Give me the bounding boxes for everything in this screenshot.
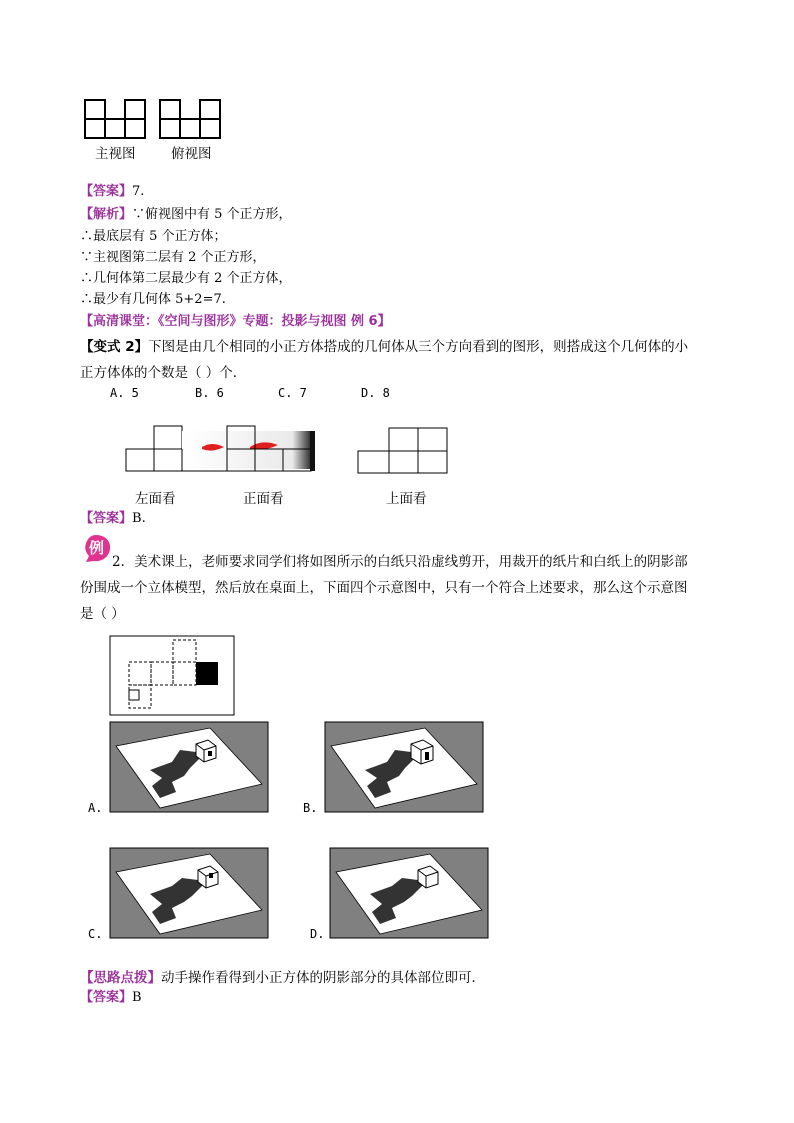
answer-value: 7. [132, 184, 145, 199]
choice-b: B. 6 [195, 386, 224, 400]
analysis-line-4: ∴几何体第二层最少有 2 个正方体， [80, 271, 292, 286]
analysis-text: ∵俯视图中有 5 个正方形， [132, 207, 292, 222]
variant-tag: 【变式 2】 [80, 339, 149, 355]
hint-tag: 【思路点拨】 [80, 970, 161, 986]
answer-3 [80, 988, 142, 1008]
hd-class-heading: 【高清课堂：《空间与图形》专题：投影与视图 例 6】 [80, 314, 391, 329]
option-a-label: A. [88, 801, 103, 815]
answer-value: B [132, 990, 142, 1005]
top-view-figure-2 [357, 427, 449, 475]
hint-line [80, 968, 485, 988]
answer-tag: 【答案】 [80, 511, 133, 526]
paper-net-figure [109, 635, 236, 717]
variant-line-1: 下图是由几个相同的小正方体搭成的几何体从三个方向看到的图形，则搭成这个几何体的小 [148, 339, 689, 355]
analysis-line-5: ∴最少有几何体 5+2=7. [80, 292, 226, 307]
option-d-figure [330, 848, 488, 938]
option-d-label: D. [310, 927, 325, 941]
option-c-label: C. [88, 927, 103, 941]
example-line-2: 份围成一个立体模型，然后放在桌面上，下面四个示意图中，只有一个符合上述要求，那么这个示意图 [80, 580, 688, 596]
analysis-tag: 【解析】 [80, 207, 133, 222]
analysis-line-3: ∵主视图第二层有 2 个正方形， [80, 250, 266, 265]
answer-tag: 【答案】 [80, 184, 133, 199]
option-a-figure [110, 722, 268, 812]
answer-2 [80, 509, 146, 529]
analysis-line-1 [80, 205, 292, 225]
example-question [80, 549, 720, 627]
example-badge-label: 例 [89, 539, 105, 557]
choice-a: A. 5 [110, 386, 139, 400]
option-c-figure [110, 848, 268, 938]
example-line-1: 2．美术课上，老师要求同学们将如图所示的白纸只沿虚线剪开，用裁开的纸片和白纸上的阴影部 [112, 554, 688, 570]
front-view-caption-2: 正面看 [243, 491, 284, 507]
choice-c: C. 7 [278, 386, 307, 400]
variant-line-2: 正方体体的个数是（ ）个． [80, 365, 247, 381]
answer-tag: 【答案】 [80, 990, 133, 1005]
option-b-label: B. [303, 801, 318, 815]
answer-1 [80, 182, 144, 202]
variant-2-question [80, 334, 720, 386]
choice-d: D. 8 [361, 386, 390, 400]
example-line-3: 是（ ） [80, 606, 125, 622]
front-view-caption: 主视图 [95, 146, 136, 162]
option-b-figure [325, 722, 483, 812]
top-view-figure [159, 99, 221, 139]
top-view-caption: 俯视图 [171, 146, 212, 162]
top-view-caption-2: 上面看 [386, 491, 427, 507]
answer-value: B. [132, 511, 146, 526]
front-view-figure-2 [182, 425, 317, 473]
left-view-caption: 左面看 [135, 491, 176, 507]
left-view-figure [125, 425, 185, 473]
front-view-figure [84, 99, 146, 139]
hint-text: 动手操作看得到小正方体的阴影部分的具体部位即可． [161, 970, 485, 986]
analysis-line-2: ∴最底层有 5 个正方体； [80, 229, 227, 244]
